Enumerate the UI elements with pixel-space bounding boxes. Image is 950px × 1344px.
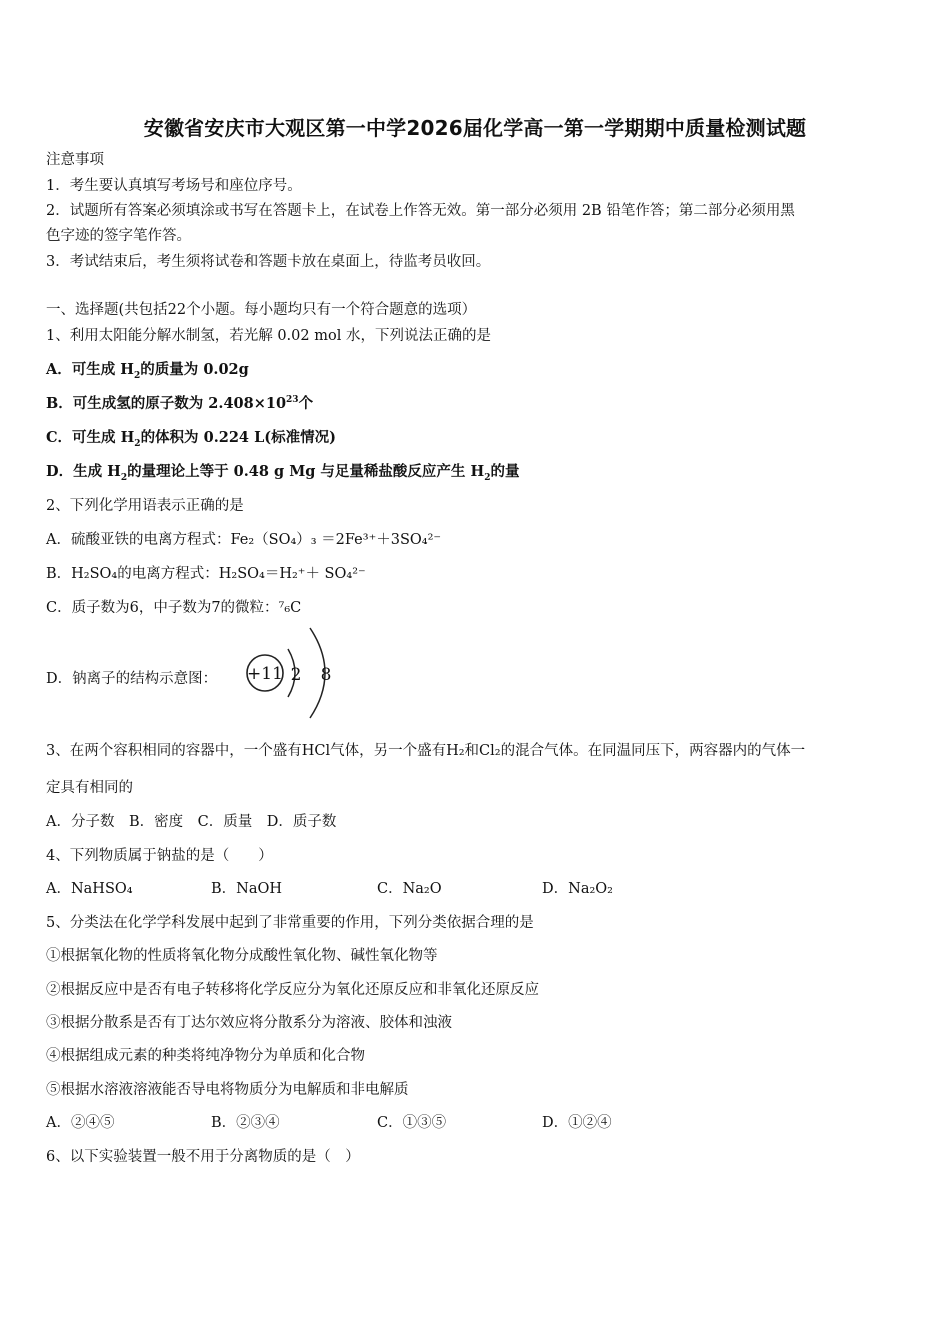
q1-b-pre: B．可生成氢的原子数为 2.408×10 [46, 395, 287, 412]
notice-item-2: 2．试题所有答案必须填涂或书写在答题卡上，在试卷上作答无效。第一部分必须用 2B 铅笔作答；第二部分必须用黑 [46, 203, 795, 219]
sodium-ion-diagram [244, 625, 344, 721]
q5-stem: 5、分类法在化学学科发展中起到了非常重要的作用，下列分类依据合理的是 [46, 915, 534, 931]
q5-item-4: ④根据组成元素的种类将纯净物分为单质和化合物 [46, 1048, 365, 1064]
q5-item-5: ⑤根据水溶液溶液能否导电将物质分为电解质和非电解质 [46, 1082, 409, 1098]
q1-c-pre: C．可生成 H [46, 429, 135, 446]
q2-option-a: A．硫酸亚铁的电离方程式：Fe₂（SO₄）₃ ＝2Fe³⁺＋3SO₄²⁻ [46, 532, 442, 548]
q4-option-d: D．Na₂O₂ [542, 881, 613, 897]
q2-stem: 2、下列化学用语表示正确的是 [46, 498, 244, 514]
q1-a-pre: A．可生成 H [46, 361, 134, 378]
q2-option-c: C．质子数为6，中子数为7的微粒：⁷₆C [46, 600, 302, 616]
q1-b-sup: 23 [286, 395, 299, 406]
q1-option-b [46, 394, 313, 414]
q3-stem-line-1: 3、在两个容积相同的容器中，一个盛有HCl气体，另一个盛有H₂和Cl₂的混合气体。在同温同压下，两容器内的气体一 [46, 743, 806, 759]
q1-d-pre: D．生成 H [46, 463, 121, 480]
q4-option-c: C．Na₂O [377, 881, 442, 897]
q5-item-2: ②根据反应中是否有电子转移将化学反应分为氧化还原反应和非氧化还原反应 [46, 982, 539, 998]
shell-2-electrons: 8 [320, 665, 332, 685]
q1-d-post: 的量 [490, 463, 520, 480]
q1-a-sub: 2 [134, 370, 141, 381]
notice-heading: 注意事项 [46, 152, 104, 168]
q6-stem: 6、以下实验装置一般不用于分离物质的是（ ） [46, 1149, 360, 1165]
q5-option-c: C．①③⑤ [377, 1115, 447, 1131]
section-heading: 一、选择题(共包括22个小题。每小题均只有一个符合题意的选项） [46, 302, 477, 318]
q5-option-d: D．①②④ [542, 1115, 612, 1131]
shell-1-electrons: 2 [290, 665, 302, 685]
q5-item-3: ③根据分散系是否有丁达尔效应将分散系分为溶液、胶体和浊液 [46, 1015, 452, 1031]
q1-d-sub2: 2 [484, 472, 491, 483]
q1-stem: 1、利用太阳能分解水制氢，若光解 0.02 mol 水，下列说法正确的是 [46, 328, 491, 344]
q5-item-1: ①根据氧化物的性质将氧化物分成酸性氧化物、碱性氧化物等 [46, 948, 438, 964]
q4-stem: 4、下列物质属于钠盐的是（ ） [46, 848, 273, 864]
page-title: 安徽省安庆市大观区第一中学2026届化学高一第一学期期中质量检测试题 [143, 116, 807, 140]
q5-option-b: B．②③④ [211, 1115, 280, 1131]
q2-option-b: B．H₂SO₄的电离方程式：H₂SO₄＝H₂⁺＋ SO₄²⁻ [46, 566, 366, 582]
q5-option-a: A．②④⑤ [46, 1115, 115, 1131]
q1-a-post: 的质量为 0.02g [140, 361, 249, 378]
q1-d-sub: 2 [120, 472, 128, 483]
q1-b-post: 个 [298, 395, 314, 412]
q1-option-d [46, 462, 519, 482]
q1-c-sub: 2 [134, 438, 141, 449]
q2-option-d: D．钠离子的结构示意图： [46, 671, 218, 687]
q4-option-b: B．NaOH [211, 881, 283, 897]
q1-d-mid: 的量理论上等于 0.48 g Mg 与足量稀盐酸反应产生 H [127, 463, 485, 480]
q1-c-post: 的体积为 0.224 L(标准情况) [140, 429, 336, 446]
q3-options: A．分子数 B．密度 C．质量 D．质子数 [46, 814, 337, 830]
notice-item-3: 3．考试结束后，考生须将试卷和答题卡放在桌面上，待监考员收回。 [46, 254, 491, 270]
nucleus-charge: +11 [247, 664, 283, 684]
notice-item-1: 1．考生要认真填写考场号和座位序号。 [46, 178, 302, 194]
q1-option-c [46, 428, 336, 448]
q1-option-a [46, 360, 249, 380]
notice-item-2-cont: 色字迹的签字笔作答。 [46, 228, 191, 244]
q3-stem-line-2: 定具有相同的 [46, 780, 133, 796]
q4-option-a: A．NaHSO₄ [46, 881, 133, 897]
